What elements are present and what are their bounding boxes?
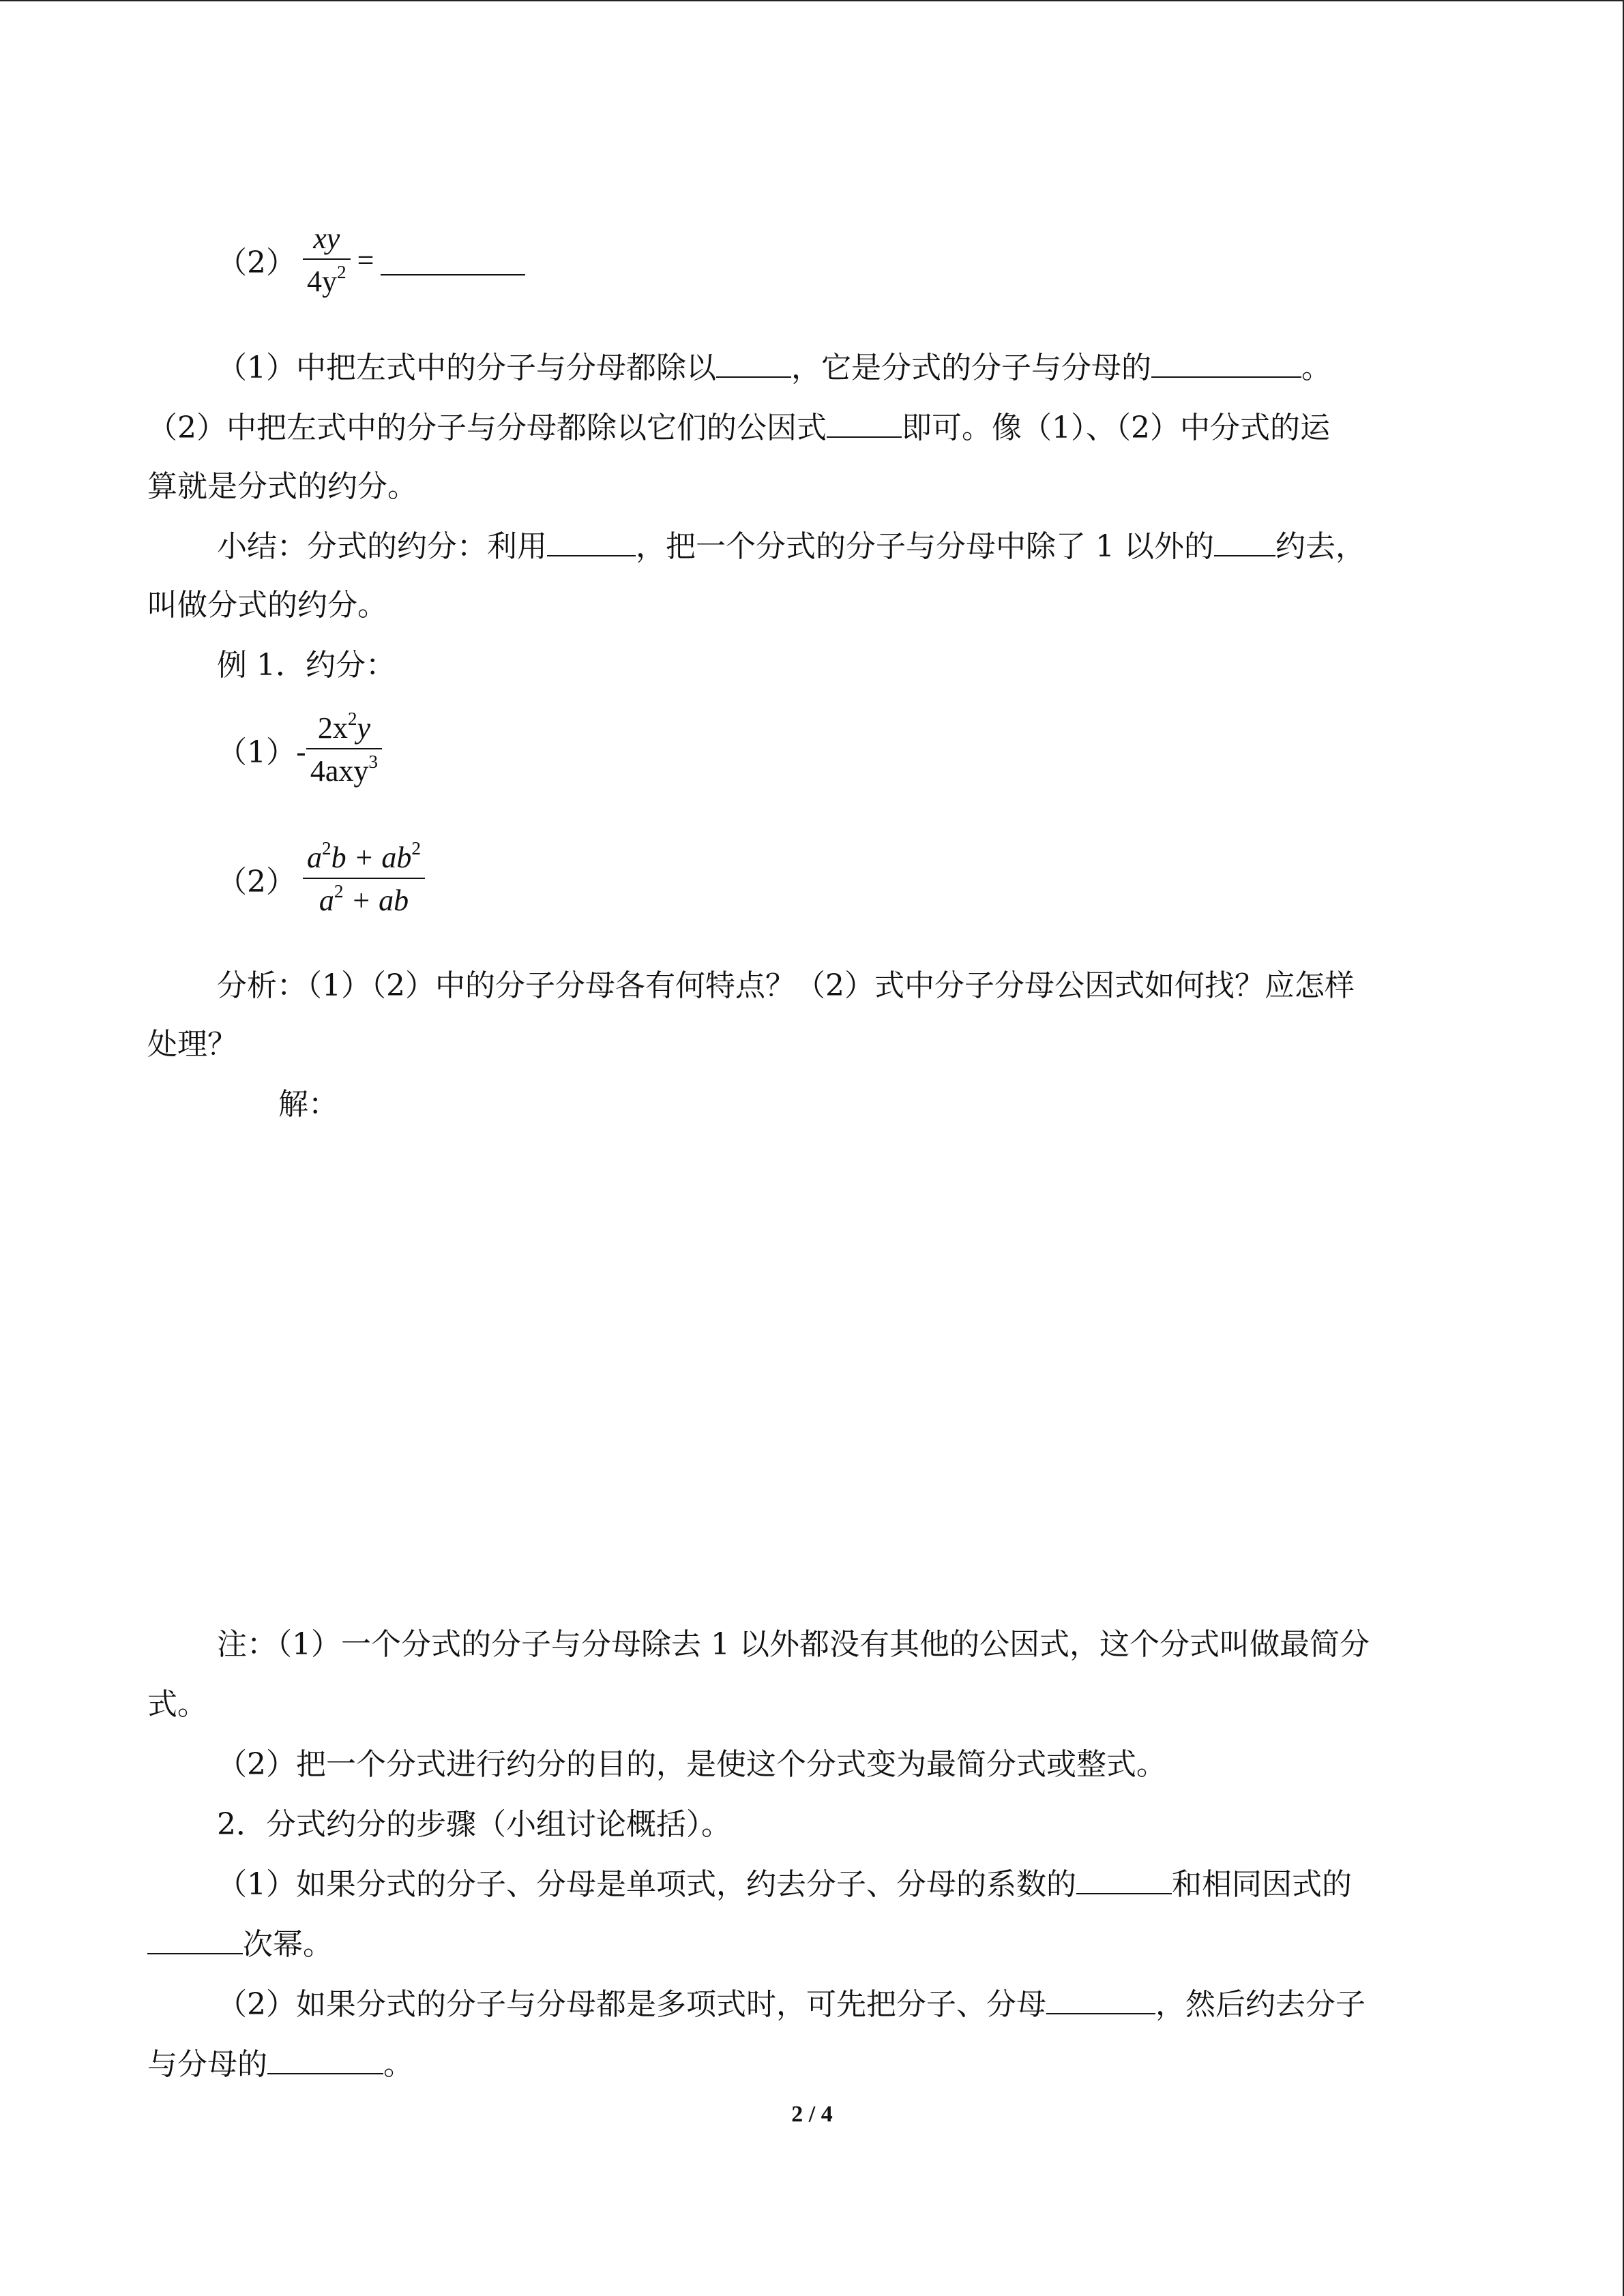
summary-line-1 <box>217 517 1547 577</box>
example-2-denominator <box>303 879 425 918</box>
note-line-3: （2）把一个分式进行约分的目的，是使这个分式变为最简分式或整式。 <box>217 1747 1166 1782</box>
math-exp: 2 <box>411 837 421 859</box>
note-line-2: 式。 <box>147 1687 207 1722</box>
example-1-denominator <box>306 749 382 788</box>
answer-blank[interactable] <box>716 346 791 378</box>
example-title: 例 1．约分： <box>217 648 396 683</box>
explain-text: 即可。像（1）、（2）中分式的运 <box>902 411 1330 445</box>
steps-line-1 <box>217 1855 1547 1915</box>
example-2-label: （2） <box>217 865 296 899</box>
explain-line-2 <box>147 398 1477 458</box>
steps-line-4 <box>147 2035 1477 2095</box>
note-line-1: 注：（1）一个分式的分子与分母除去 1 以外都没有其他的公因式，这个分式叫做最简分 <box>217 1627 1370 1662</box>
summary-text: ，把一个分式的分子与分母中除了 1 以外的 <box>636 529 1214 564</box>
answer-blank[interactable] <box>1214 525 1275 556</box>
math-part: b + ab <box>331 841 412 874</box>
answer-blank[interactable] <box>267 2043 383 2074</box>
steps-text: 次幂。 <box>243 1927 333 1962</box>
math-part: a <box>319 884 334 917</box>
explain-line-3: 算就是分式的约分。 <box>147 469 417 504</box>
steps-text: 和相同因式的 <box>1172 1867 1352 1902</box>
question-2-denominator <box>303 260 351 299</box>
summary-line-2: 叫做分式的约分。 <box>147 588 387 623</box>
answer-blank[interactable] <box>147 1923 243 1954</box>
answer-blank[interactable] <box>1046 1983 1155 2014</box>
question-2-den-exp: 2 <box>337 261 346 282</box>
example-1-numerator <box>306 708 382 749</box>
explain-text: （1）中把左式中的分子与分母都除以 <box>217 351 716 385</box>
solution-label: 解： <box>278 1087 338 1122</box>
answer-blank[interactable] <box>1076 1863 1172 1894</box>
math-exp: 2 <box>322 837 331 859</box>
page-number: 2 / 4 <box>791 2102 833 2127</box>
answer-blank[interactable] <box>547 525 636 556</box>
math-part: + ab <box>343 884 409 917</box>
question-2-numerator: xy <box>303 221 351 260</box>
explain-text: ，它是分式的分子与分母的 <box>791 351 1151 385</box>
math-exp: 2 <box>334 880 344 901</box>
example-2-fraction <box>303 837 425 918</box>
explain-text: 。 <box>1301 351 1331 385</box>
steps-text: ，然后约去分子 <box>1155 1987 1365 2022</box>
answer-blank[interactable] <box>381 244 525 275</box>
math-part: a <box>307 841 322 874</box>
math-exp: 2 <box>347 708 357 729</box>
steps-line-3 <box>217 1975 1547 2035</box>
math-part: 2x <box>317 711 348 745</box>
explain-line-1 <box>217 338 1547 398</box>
analysis-line-2: 处理？ <box>147 1027 237 1062</box>
question-2-label: （2） <box>217 245 296 280</box>
analysis-line-1: 分析：（1）（2）中的分子分母各有何特点？（2）式中分子分母公因式如何找？应怎样 <box>217 968 1355 1003</box>
steps-text: （1）如果分式的分子、分母是单项式，约去分子、分母的系数的 <box>217 1867 1076 1902</box>
question-2-den-base: 4y <box>307 265 337 298</box>
answer-blank[interactable] <box>827 406 902 438</box>
question-2-fraction <box>303 221 351 299</box>
steps-text: 与分母的 <box>147 2047 267 2082</box>
question-2-equals: = <box>357 243 374 277</box>
steps-title: 2．分式约分的步骤（小组讨论概括）。 <box>217 1807 731 1842</box>
steps-text: 。 <box>383 2047 413 2082</box>
math-exp: 3 <box>368 751 379 772</box>
example-1-label: （1）- <box>217 735 306 770</box>
math-part: y <box>357 711 371 745</box>
example-2-expression <box>217 837 425 918</box>
summary-text: 约去， <box>1275 529 1365 564</box>
math-part: 4axy <box>310 754 369 788</box>
example-1-fraction <box>306 708 382 788</box>
question-2 <box>217 221 525 299</box>
steps-line-2 <box>147 1915 1477 1975</box>
answer-blank[interactable] <box>1151 346 1301 378</box>
summary-text: 小结：分式的约分：利用 <box>217 529 547 564</box>
explain-text: （2）中把左式中的分子与分母都除以它们的公因式 <box>147 411 827 445</box>
example-2-numerator <box>303 837 425 879</box>
example-1-expression <box>217 708 382 788</box>
steps-text: （2）如果分式的分子与分母都是多项式时，可先把分子、分母 <box>217 1987 1046 2022</box>
